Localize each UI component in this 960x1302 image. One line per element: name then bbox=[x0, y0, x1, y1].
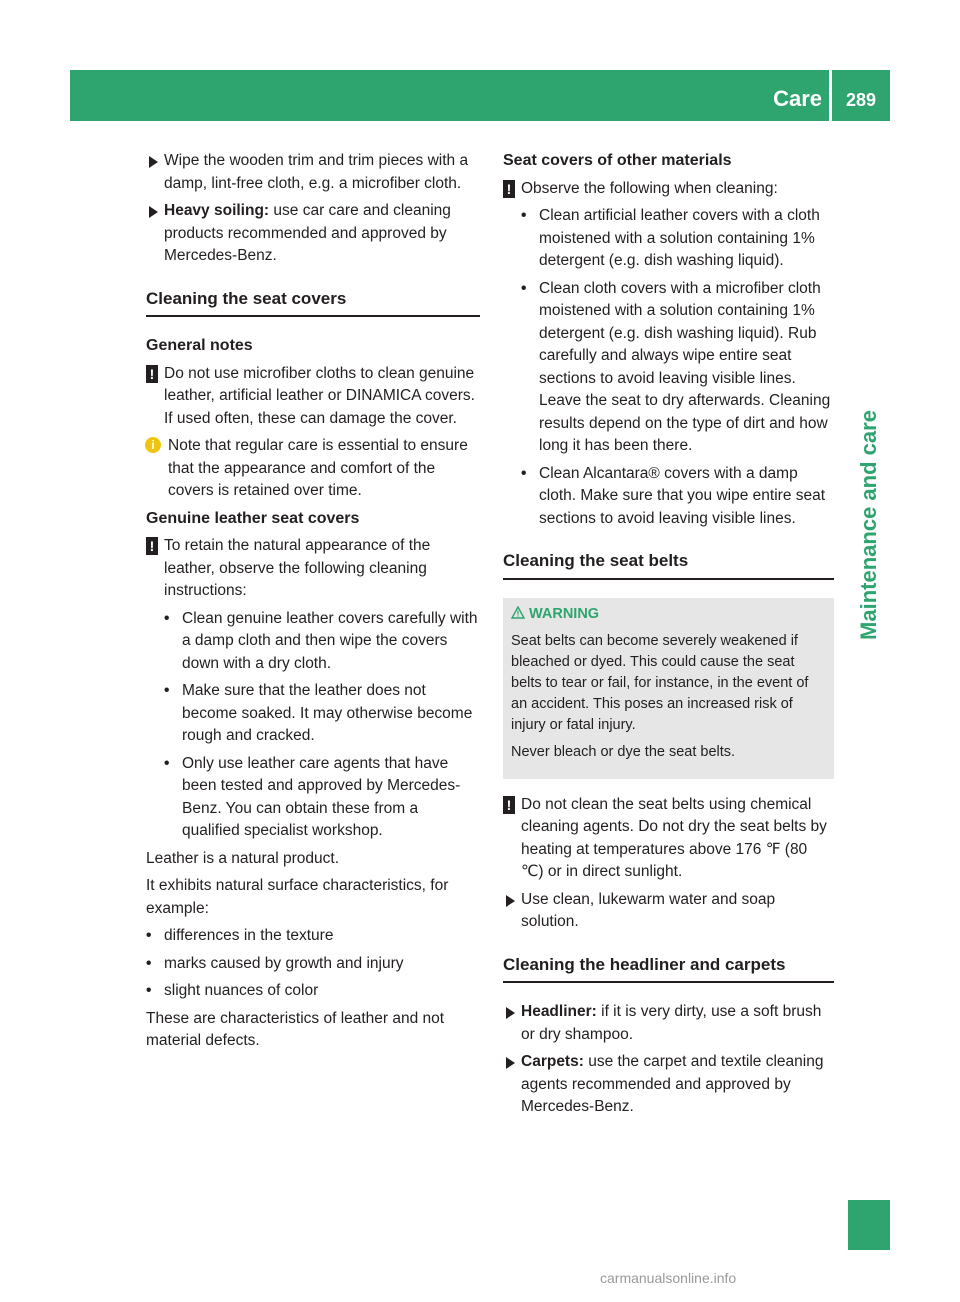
bullet-icon: • bbox=[521, 207, 527, 224]
list-item: • marks caused by growth and injury bbox=[146, 953, 480, 976]
caution-icon: ! bbox=[146, 537, 158, 555]
heading-headliner-carpets: Cleaning the headliner and carpets bbox=[503, 944, 834, 984]
chapter-title: Care bbox=[773, 86, 822, 111]
right-column bbox=[503, 150, 834, 1124]
list-item: • Make sure that the leather does not become soaked. It may otherwise become rough and cracked. bbox=[164, 682, 473, 744]
other-materials-list bbox=[521, 205, 834, 530]
list-item: • Clean Alcantara® covers with a damp cloth. Make sure that you wipe entire seat sections to avoid leaving visible lines. bbox=[521, 464, 826, 527]
caution-leather: ! To retain the natural appearance of the leather, observe the following cleaning instructions: bbox=[146, 535, 480, 603]
list-item: • Only use leather care agents that have been tested and approved by Mercedes-Benz. You can obtain these from a qualified specialist workshop. bbox=[164, 754, 461, 839]
warning-title: WARNING bbox=[511, 604, 826, 625]
caution-icon: ! bbox=[503, 180, 515, 198]
caution-icon: ! bbox=[503, 796, 515, 814]
info-icon: i bbox=[145, 437, 161, 453]
page-header bbox=[70, 70, 890, 121]
leather-instructions bbox=[164, 608, 480, 843]
caution-icon: ! bbox=[146, 365, 158, 383]
natural-product-text: Leather is a natural product. bbox=[146, 849, 340, 867]
warning-triangle-icon bbox=[511, 606, 525, 619]
heading-seat-belts: Cleaning the seat belts bbox=[503, 540, 834, 580]
side-tab-marker bbox=[848, 1200, 890, 1250]
heading-general-notes: General notes bbox=[146, 337, 253, 354]
warning-text: Seat belts can become severely weakened if bleached or dyed. This could cause the seat belts to tear or fail, for instance, in the event of an accident. This poses an increased risk of injury or fatal injury. bbox=[511, 632, 809, 733]
list-item: • Clean cloth covers with a microfiber cloth moistened with a solution containing 1% detergent (e.g. dish washing liquid). Rub carefully and always wipe entire seat sections to avoid leaving visible lines. Leave the seat to dry afterwards. Cleaning results depend on the type of dirt and how long it has been there. bbox=[521, 279, 831, 454]
bullet-icon: • bbox=[164, 682, 170, 699]
caution-microfiber: ! Do not use microfiber cloths to clean genuine leather, artificial leather or DINAMICA covers. If used often, these can damage the cover. bbox=[146, 363, 480, 431]
bullet-icon: • bbox=[146, 927, 152, 944]
step-soap-solution: Use clean, lukewarm water and soap solution. bbox=[503, 889, 834, 934]
caution-observe: ! Observe the following when cleaning: bbox=[503, 178, 834, 201]
info-regular-care: i Note that regular care is essential to ensure that the appearance and comfort of the covers is retained over time. bbox=[146, 435, 480, 503]
closing-text: These are characteristics of leather and not material defects. bbox=[146, 1009, 445, 1049]
heading-other-materials: Seat covers of other materials bbox=[503, 152, 732, 169]
list-item: • slight nuances of color bbox=[146, 980, 480, 1003]
caution-belts: ! Do not clean the seat belts using chemical cleaning agents. Do not dry the seat belts by heating at temperatures above 176 ℉ (80 ℃) or in direct sunlight. bbox=[503, 794, 834, 884]
bullet-icon: • bbox=[164, 609, 170, 627]
heading-seat-covers: Cleaning the seat covers bbox=[146, 278, 480, 318]
step-wipe-trim: Wipe the wooden trim and trim pieces with a damp, lint-free cloth, e.g. a microfiber cloth. bbox=[146, 150, 480, 195]
bullet-icon: • bbox=[146, 954, 152, 972]
bullet-icon: • bbox=[521, 464, 527, 482]
list-item: • Clean artificial leather covers with a cloth moistened with a solution containing 1% detergent (e.g. dish washing liquid). bbox=[521, 207, 820, 269]
warning-box bbox=[503, 598, 834, 779]
step-headliner: Headliner: if it is very dirty, use a soft brush or dry shampoo. bbox=[503, 1001, 834, 1046]
warning-instruction: Never bleach or dye the seat belts. bbox=[511, 743, 736, 760]
side-tab-label: Maintenance and care bbox=[856, 410, 881, 640]
watermark: carmanualsonline.info bbox=[600, 1270, 737, 1286]
page-number: 289 bbox=[845, 90, 877, 110]
step-carpets: Carpets: use the carpet and textile cleaning agents recommended and approved by Mercedes-Benz. bbox=[503, 1051, 834, 1119]
side-tab bbox=[848, 140, 890, 1250]
characteristics-list bbox=[146, 925, 480, 1003]
list-item: • differences in the texture bbox=[146, 925, 480, 948]
left-column bbox=[146, 150, 480, 1058]
step-heavy-soiling: Heavy soiling: use car care and cleaning products recommended and approved by Mercedes-Benz. bbox=[146, 200, 480, 268]
bullet-icon: • bbox=[164, 754, 170, 772]
list-item: • Clean genuine leather covers carefully with a damp cloth and then wipe the covers down with a dry cloth. bbox=[164, 609, 478, 672]
bullet-icon: • bbox=[146, 982, 152, 999]
characteristics-intro: It exhibits natural surface characteristics, for example: bbox=[146, 877, 449, 917]
heading-genuine-leather: Genuine leather seat covers bbox=[146, 509, 360, 527]
bullet-icon: • bbox=[521, 279, 527, 297]
